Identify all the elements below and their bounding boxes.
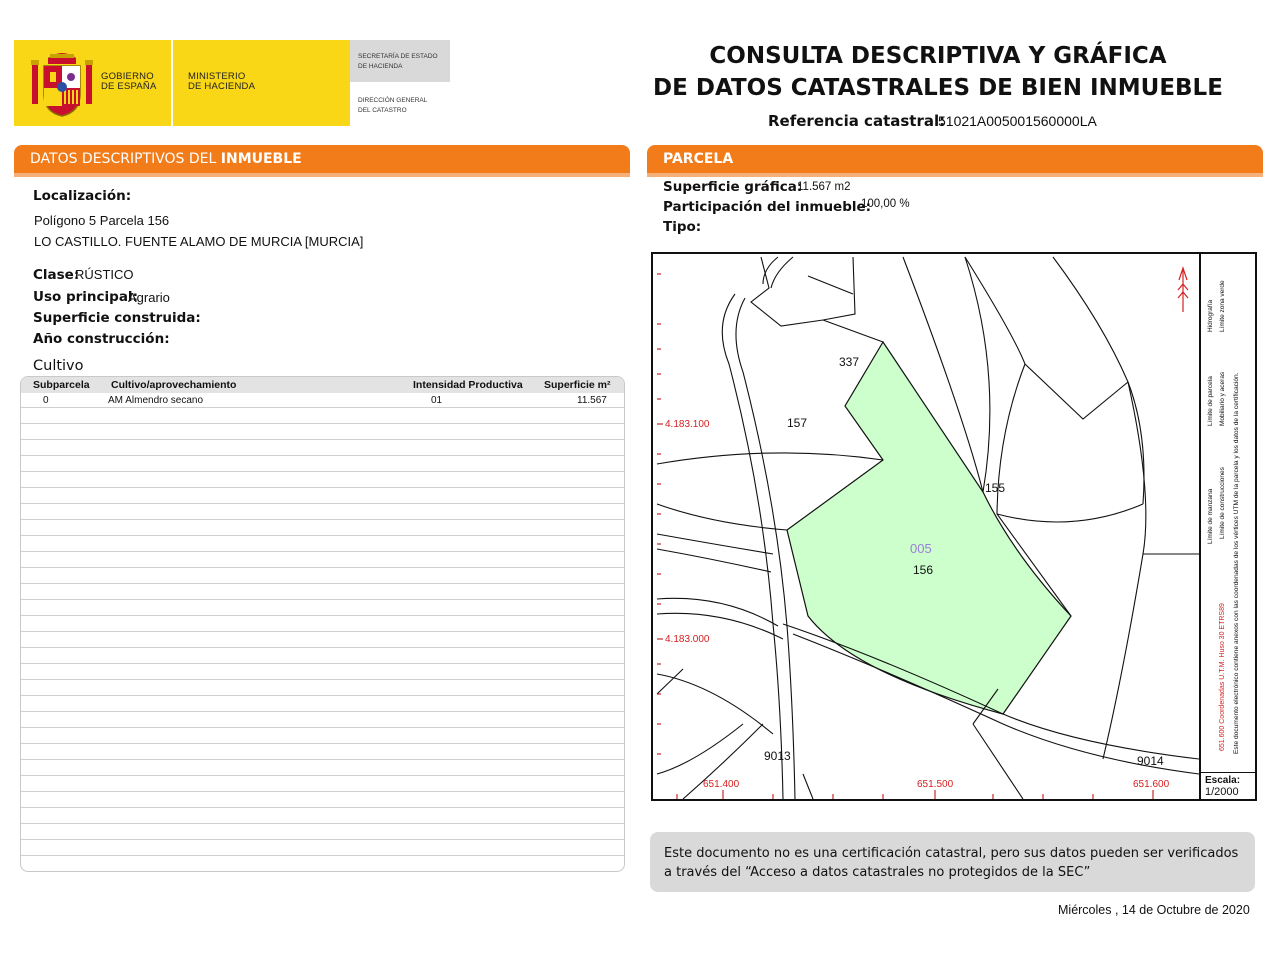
- document-date: Miércoles , 14 de Octubre de 2020: [1058, 903, 1250, 917]
- secretaria-line1: SECRETARÍA DE ESTADO: [358, 53, 438, 60]
- cell-superficie: 11.567: [577, 395, 607, 406]
- table-rule: [21, 487, 624, 488]
- government-logo: [14, 40, 450, 126]
- referencia-label: Referencia catastral:: [768, 112, 946, 130]
- cadastral-map: [651, 252, 1257, 801]
- escala-box: [1201, 772, 1255, 799]
- title-line2: DE DATOS CATASTRALES DE BIEN INMUEBLE: [653, 75, 1223, 101]
- table-rule: [21, 439, 624, 440]
- table-rule: [21, 455, 624, 456]
- table-rule: [21, 423, 624, 424]
- table-rule: [21, 727, 624, 728]
- uso-label: Uso principal:: [33, 289, 138, 305]
- parcel-label: 337: [839, 355, 860, 369]
- uso-value: Agrario: [128, 290, 170, 305]
- gobierno-line2: DE ESPAÑA: [101, 81, 157, 92]
- table-rule: [21, 711, 624, 712]
- ministerio-line1: MINISTERIO: [188, 71, 246, 82]
- cultivo-label: Cultivo: [33, 358, 84, 374]
- parcel-label: 9014: [1137, 754, 1164, 768]
- escala-label: Escala:: [1205, 775, 1241, 786]
- table-rule: [21, 551, 624, 552]
- legend-mobiliario: Mobiliario y aceras: [1219, 371, 1226, 426]
- referencia-value: 51021A005001560000LA: [938, 113, 1097, 129]
- direccion-line2: DEL CATASTRO: [358, 107, 407, 114]
- localizacion-line2: LO CASTILLO. FUENTE ALAMO DE MURCIA [MURCIA]: [34, 234, 364, 249]
- table-rule: [21, 743, 624, 744]
- localizacion-label: Localización:: [33, 188, 132, 204]
- legend-limite-manzana: Límite de manzana: [1207, 488, 1214, 544]
- parcel-label: 9013: [764, 749, 791, 763]
- coords-note: 651.600 Coordenadas U.T.M. Huso 30 ETRS89: [1219, 603, 1226, 751]
- coat-of-arms-icon: [30, 50, 94, 118]
- superficie-grafica-value: 11.567 m2: [797, 181, 851, 193]
- table-rule: [21, 679, 624, 680]
- gobierno-line1: GOBIERNO: [101, 71, 154, 82]
- y-coord-label: 4.183.000: [665, 634, 710, 645]
- tipo-label: Tipo:: [663, 219, 702, 235]
- participacion-value: 100,00 %: [861, 198, 910, 210]
- document-title: [640, 40, 1236, 104]
- table-rule: [21, 695, 624, 696]
- table-rule: [21, 631, 624, 632]
- col-intensidad: Intensidad Productiva: [413, 379, 523, 391]
- table-rule: [21, 775, 624, 776]
- logo-gray-band: [350, 40, 450, 82]
- legend-limite-construcciones: Límite de construcciones: [1219, 467, 1226, 539]
- legend-hidrografia: Hidrografía: [1207, 299, 1214, 332]
- table-rule: [21, 855, 624, 856]
- ministerio-line2: DE HACIENDA: [188, 81, 256, 92]
- table-rule: [21, 583, 624, 584]
- parcela-header: PARCELA: [647, 145, 1263, 173]
- table-rule: [21, 599, 624, 600]
- table-rule: [21, 839, 624, 840]
- table-rule: [21, 807, 624, 808]
- table-rule: [21, 759, 624, 760]
- cultivo-table: [20, 376, 625, 872]
- legend-zona-verde: Límite zona verde: [1219, 280, 1226, 332]
- participacion-label: Participación del inmueble:: [663, 199, 872, 215]
- cell-subparcela: 0: [43, 395, 49, 406]
- table-rule: [21, 663, 624, 664]
- parcel-156-shape: [787, 342, 1071, 714]
- parcel-map-drawing: [653, 254, 1199, 799]
- y-coord-label: 4.183.100: [665, 419, 710, 430]
- col-superficie: Superficie m²: [544, 379, 611, 391]
- table-rule: [21, 791, 624, 792]
- x-coord-label: 651.500: [917, 779, 954, 790]
- x-coord-label: 651.400: [703, 779, 740, 790]
- col-subparcela: Subparcela: [33, 379, 90, 391]
- superficie-construida-label: Superficie construida:: [33, 310, 201, 326]
- superficie-grafica-label: Superficie gráfica:: [663, 179, 803, 195]
- parcel-label: 157: [787, 416, 808, 430]
- anio-construccion-label: Año construcción:: [33, 331, 170, 347]
- table-rule: [21, 407, 624, 408]
- table-rule: [21, 471, 624, 472]
- col-cultivo: Cultivo/aprovechamiento: [111, 379, 237, 391]
- table-rule: [21, 647, 624, 648]
- parcel-label: 155: [985, 481, 1006, 495]
- direccion-line1: DIRECCIÓN GENERAL: [358, 97, 428, 104]
- parcel-label: 156: [913, 563, 934, 577]
- table-rule: [21, 615, 624, 616]
- x-coord-label: 651.600: [1133, 779, 1170, 790]
- localizacion-line1: Polígono 5 Parcela 156: [34, 213, 170, 228]
- table-header: [21, 377, 624, 393]
- title-line1: CONSULTA DESCRIPTIVA Y GRÁFICA: [709, 43, 1167, 69]
- legend-anexo-note: Este documento electrónico contiene anexos con las coordenadas de los vértices UTM de la parcela y los datos de la certificación.: [1233, 372, 1240, 754]
- poligono-label: 005: [910, 541, 932, 556]
- table-rule: [21, 503, 624, 504]
- table-rule: [21, 567, 624, 568]
- secretaria-line2: DE HACIENDA: [358, 63, 403, 70]
- cell-cultivo: AM Almendro secano: [108, 395, 204, 406]
- clase-label: Clase:: [33, 267, 80, 283]
- escala-value: 1/2000: [1205, 786, 1239, 798]
- verification-note: Este documento no es una certificación catastral, pero sus datos pueden ser verificados a través del “Acceso a datos catastrales no protegidos de la SEC”: [650, 832, 1255, 892]
- clase-value: RÚSTICO: [75, 267, 134, 282]
- table-rule: [21, 823, 624, 824]
- table-rule: [21, 519, 624, 520]
- datos-descriptivos-header: DATOS DESCRIPTIVOS DEL INMUEBLE: [14, 145, 630, 173]
- cell-intensidad: 01: [431, 395, 443, 406]
- legend-limite-parcela: Límite de parcela: [1207, 376, 1214, 426]
- north-arrow-icon: [1178, 268, 1188, 312]
- table-rule: [21, 535, 624, 536]
